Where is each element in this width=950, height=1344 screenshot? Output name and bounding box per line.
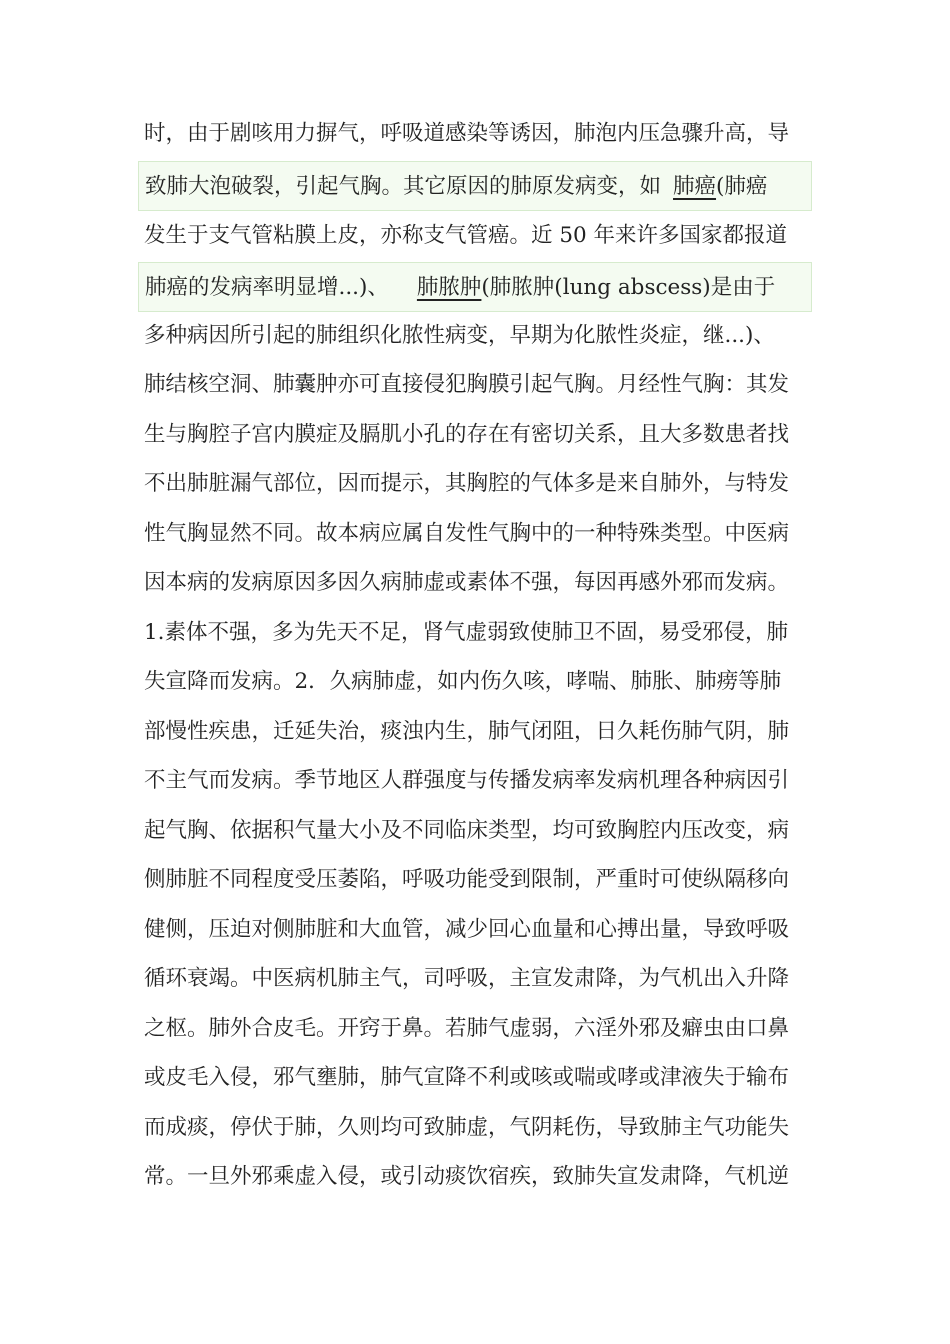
text-line-5 [138, 311, 812, 361]
line-text: 起气胸、依据积气量大小及不同临床类型，均可致胸腔内压改变，病 [144, 818, 790, 843]
text-line-15 [138, 806, 812, 856]
line-text: 致肺大泡破裂，引起气胸。其它原因的肺原发病变，如 [145, 174, 662, 199]
line-text: 部慢性疾患，迁延失治，痰浊内生，肺气闭阻，日久耗伤肺气阴，肺 [144, 719, 790, 744]
line-text: 肺癌的发病率明显增...)、 [145, 275, 389, 300]
line-text: 不主气而发病。季节地区人群强度与传播发病率发病机理各种病因引 [144, 768, 790, 793]
line-text: 1.素体不强，多为先天不足，肾气虚弱致使肺卫不固，易受邪侵，肺 [144, 620, 789, 645]
text-line-16 [138, 855, 812, 905]
lung-abscess-link[interactable]: 肺脓肿 [416, 275, 482, 300]
line-text-after: (肺癌 [716, 174, 768, 199]
line-text: 健侧，压迫对侧肺脏和大血管，减少回心血量和心搏出量，导致呼吸 [144, 917, 790, 942]
line-text: 肺结核空洞、肺囊肿亦可直接侵犯胸膜引起气胸。月经性气胸：其发 [144, 372, 790, 397]
line-text: 而成痰，停伏于肺，久则均可致肺虚，气阴耗伤，导致肺主气功能失 [144, 1115, 790, 1140]
line-text: 侧肺脏不同程度受压萎陷，呼吸功能受到限制，严重时可使纵隔移向 [144, 867, 790, 892]
text-line-9 [138, 509, 812, 559]
line-text: 时，由于剧咳用力摒气，呼吸道感染等诱因，肺泡内压急骤升高，导 [144, 121, 790, 146]
line-text: 循环衰竭。中医病机肺主气，司呼吸，主宣发肃降，为气机出入升降 [144, 966, 790, 991]
text-line-4-highlighted [138, 262, 812, 312]
text-line-1 [138, 109, 812, 159]
text-line-6 [138, 360, 812, 410]
text-line-17 [138, 905, 812, 955]
text-line-7 [138, 410, 812, 460]
line-text: 或皮毛入侵，邪气壅肺，肺气宣降不利或咳或喘或哮或津液失于输布 [144, 1065, 790, 1090]
line-text: 发生于支气管粘膜上皮，亦称支气管癌。近 50 年来许多国家都报道 [144, 223, 788, 248]
text-line-21 [138, 1103, 812, 1153]
line-text: 多种病因所引起的肺组织化脓性病变，早期为化脓性炎症，继...)、 [144, 323, 775, 348]
text-line-13 [138, 707, 812, 757]
text-line-10 [138, 558, 812, 608]
line-text: 生与胸腔子宫内膜症及膈肌小孔的存在有密切关系，且大多数患者找 [144, 422, 790, 447]
line-text: 之枢。肺外合皮毛。开窍于鼻。若肺气虚弱，六淫外邪及癖虫由口鼻 [144, 1016, 790, 1041]
line-text: 失宣降而发病。2．久病肺虚，如内伤久咳，哮喘、肺胀、肺痨等肺 [144, 669, 782, 694]
text-line-3 [138, 211, 812, 261]
text-line-11 [138, 608, 812, 658]
text-line-20 [138, 1053, 812, 1103]
line-text: 常。一旦外邪乘虚入侵，或引动痰饮宿疾，致肺失宣发肃降，气机逆 [144, 1164, 790, 1189]
text-line-18 [138, 954, 812, 1004]
line-text: 因本病的发病原因多因久病肺虚或素体不强，每因再感外邪而发病。 [144, 570, 790, 595]
line-text: 性气胸显然不同。故本病应属自发性气胸中的一种特殊类型。中医病 [144, 521, 790, 546]
text-line-2-highlighted [138, 161, 812, 211]
text-line-8 [138, 459, 812, 509]
line-text-after: (肺脓肿(lung abscess)是由于 [481, 275, 776, 300]
text-line-22 [138, 1152, 812, 1202]
line-text: 不出肺脏漏气部位，因而提示，其胸腔的气体多是来自肺外，与特发 [144, 471, 790, 496]
text-line-14 [138, 756, 812, 806]
lung-cancer-link[interactable]: 肺癌 [673, 174, 717, 199]
text-line-12 [138, 657, 812, 707]
text-line-19 [138, 1004, 812, 1054]
